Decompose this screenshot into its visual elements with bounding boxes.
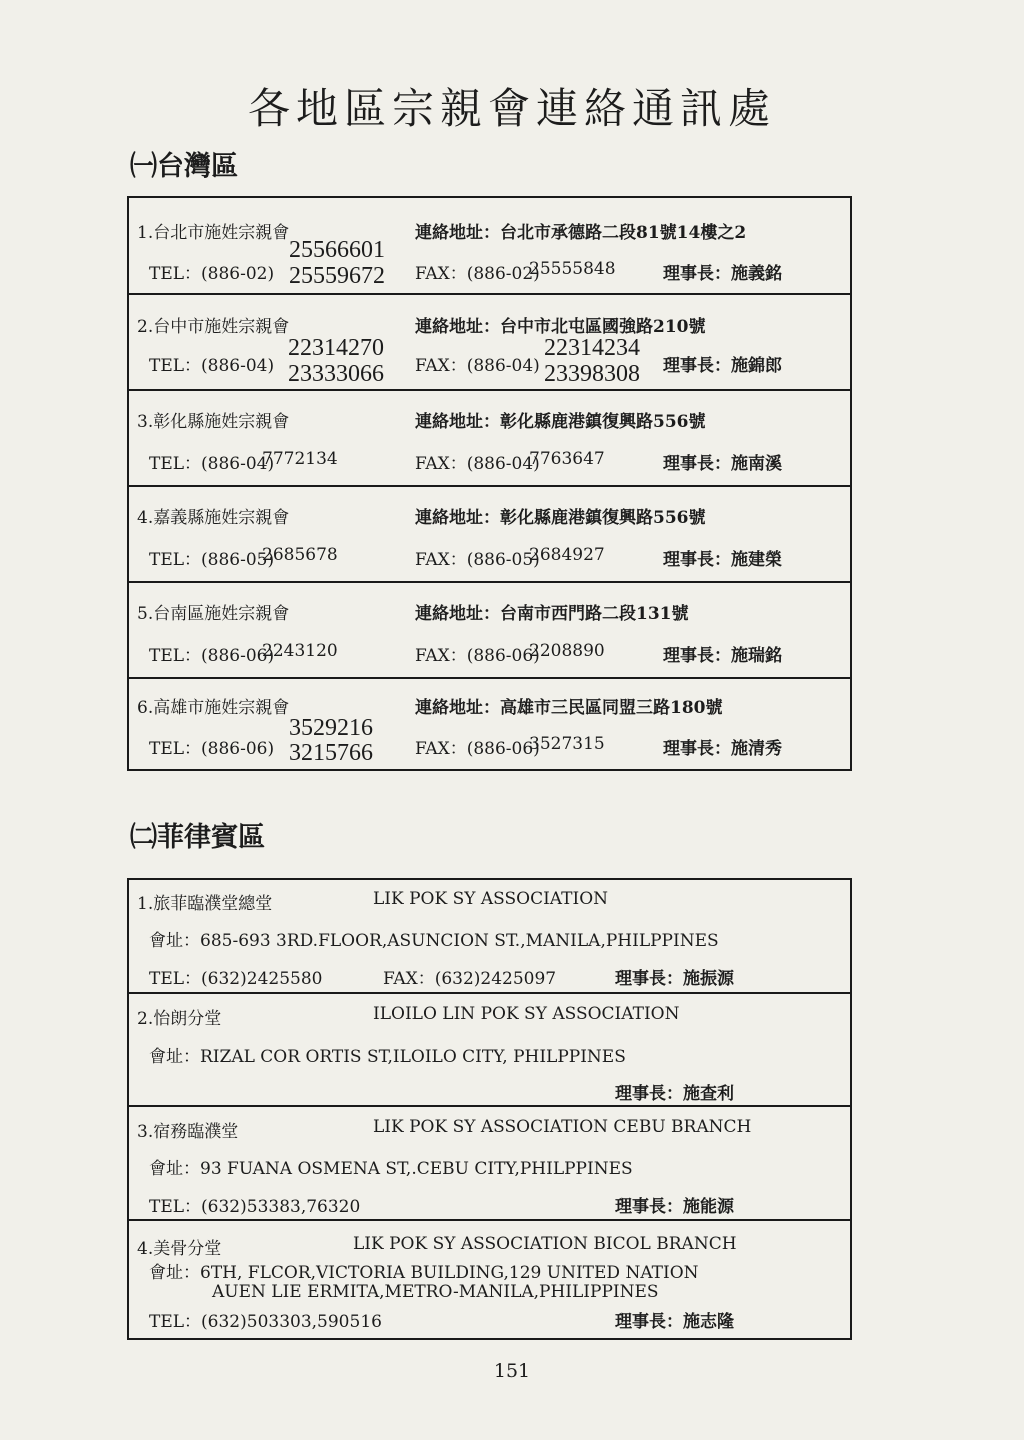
tel-number: 3215766 [289,740,373,766]
taiwan-row-4 [129,487,850,583]
fax-number: 2208890 [529,641,605,661]
tel-number: 2243120 [262,641,338,661]
fax-label: FAX：(886-06) [415,646,540,666]
taiwan-row-6 [129,679,850,769]
philippines-row-3 [129,1107,850,1221]
org-name: 5.台南區施姓宗親會 [137,604,290,624]
philippines-table [127,878,852,1340]
org-english-name: LIK POK SY ASSOCIATION [373,889,609,909]
page-title: 各地區宗親會連絡通訊處 [247,84,776,133]
fax-label: FAX：(886-05) [415,550,540,570]
tel-label: TEL：(886-06) [149,646,275,666]
org-address: 連絡地址：高雄市三民區同盟三路180號 [415,698,723,718]
fax-number: 7763647 [529,449,605,469]
org-name: 6.高雄市施姓宗親會 [137,698,290,718]
tel-number: 23333066 [288,361,384,387]
tel-label: TEL：(886-02) [149,264,275,284]
tel-number: 25559672 [289,263,385,289]
tel-label: TEL：(886-04) [149,356,275,376]
fax-label: FAX：(886-06) [415,739,540,759]
org-english-name: LIK POK SY ASSOCIATION BICOL BRANCH [353,1234,737,1254]
taiwan-row-3 [129,391,850,487]
org-address: 會址：6TH, FLCOR,VICTORIA BUILDING,129 UNITED NATION [149,1263,699,1283]
tel-number: 3529216 [289,715,373,741]
org-english-name: ILOILO LIN POK SY ASSOCIATION [373,1004,680,1024]
org-english-name: LIK POK SY ASSOCIATION CEBU BRANCH [373,1117,752,1137]
org-address: 連絡地址：台北市承德路二段81號14樓之2 [415,223,747,243]
org-address: 會址：RIZAL COR ORTIS ST,ILOILO CITY, PHILPPINES [149,1047,626,1067]
org-name: 1.旅菲臨濮堂總堂 [137,894,273,914]
fax-number: 2684927 [529,545,605,565]
chairman: 理事長：施清秀 [663,739,782,759]
org-name: 2.台中市施姓宗親會 [137,317,290,337]
chairman: 理事長：施查利 [615,1084,734,1104]
org-name: 3.宿務臨濮堂 [137,1122,239,1142]
org-name: 4.美骨分堂 [137,1239,222,1259]
tel-number: 22314270 [288,335,384,361]
chairman: 理事長：施振源 [615,969,734,989]
org-name: 2.怡朗分堂 [137,1009,222,1029]
tel-text: TEL：(632)2425580 [149,969,323,989]
chairman: 理事長：施瑞銘 [663,646,782,666]
fax-number: 23398308 [544,361,640,387]
philippines-row-2 [129,994,850,1107]
chairman: 理事長：施錦郎 [663,356,782,376]
section-taiwan-heading: ㈠台灣區 [130,151,238,182]
tel-label: TEL：(886-04) [149,454,275,474]
chairman: 理事長：施南溪 [663,454,782,474]
philippines-row-4 [129,1221,850,1338]
chairman: 理事長：施義銘 [663,264,782,284]
fax-label: FAX：(886-02) [415,264,540,284]
chairman: 理事長：施志隆 [615,1312,734,1332]
org-name: 1.台北市施姓宗親會 [137,223,290,243]
fax-text: FAX：(632)2425097 [383,969,557,989]
tel-number: 7772134 [262,449,338,469]
fax-number: 3527315 [529,734,605,754]
chairman: 理事長：施建榮 [663,550,782,570]
taiwan-row-1 [129,198,850,295]
org-address: 會址：685-693 3RD.FLOOR,ASUNCION ST.,MANILA,PHILPPINES [149,931,719,951]
tel-number: 25566601 [289,237,385,263]
org-name: 3.彰化縣施姓宗親會 [137,412,290,432]
fax-label: FAX：(886-04) [415,356,540,376]
tel-number: 2685678 [262,545,338,565]
fax-label: FAX：(886-04) [415,454,540,474]
org-address: 連絡地址：彰化縣鹿港鎮復興路556號 [415,508,706,528]
taiwan-row-5 [129,583,850,679]
tel-label: TEL：(886-05) [149,550,275,570]
section-philippines-heading: ㈡菲律賓區 [130,822,265,853]
org-address-line2: AUEN LIE ERMITA,METRO-MANILA,PHILIPPINES [212,1282,659,1302]
chairman: 理事長：施能源 [615,1197,734,1217]
fax-number: 22314234 [544,335,640,361]
tel-label: TEL：(886-06) [149,739,275,759]
org-address: 連絡地址：台南市西門路二段131號 [415,604,689,624]
org-address: 連絡地址：彰化縣鹿港鎮復興路556號 [415,412,706,432]
org-address: 會址：93 FUANA OSMENA ST,.CEBU CITY,PHILPPINES [149,1159,633,1179]
taiwan-table [127,196,852,771]
tel-text: TEL：(632)503303,590516 [149,1312,382,1332]
org-address: 連絡地址：台中市北屯區國強路210號 [415,317,706,337]
tel-text: TEL：(632)53383,76320 [149,1197,361,1217]
taiwan-row-2 [129,295,850,391]
org-name: 4.嘉義縣施姓宗親會 [137,508,290,528]
philippines-row-1 [129,880,850,994]
fax-number: 25555848 [529,259,616,279]
page-number: 151 [493,1360,531,1382]
